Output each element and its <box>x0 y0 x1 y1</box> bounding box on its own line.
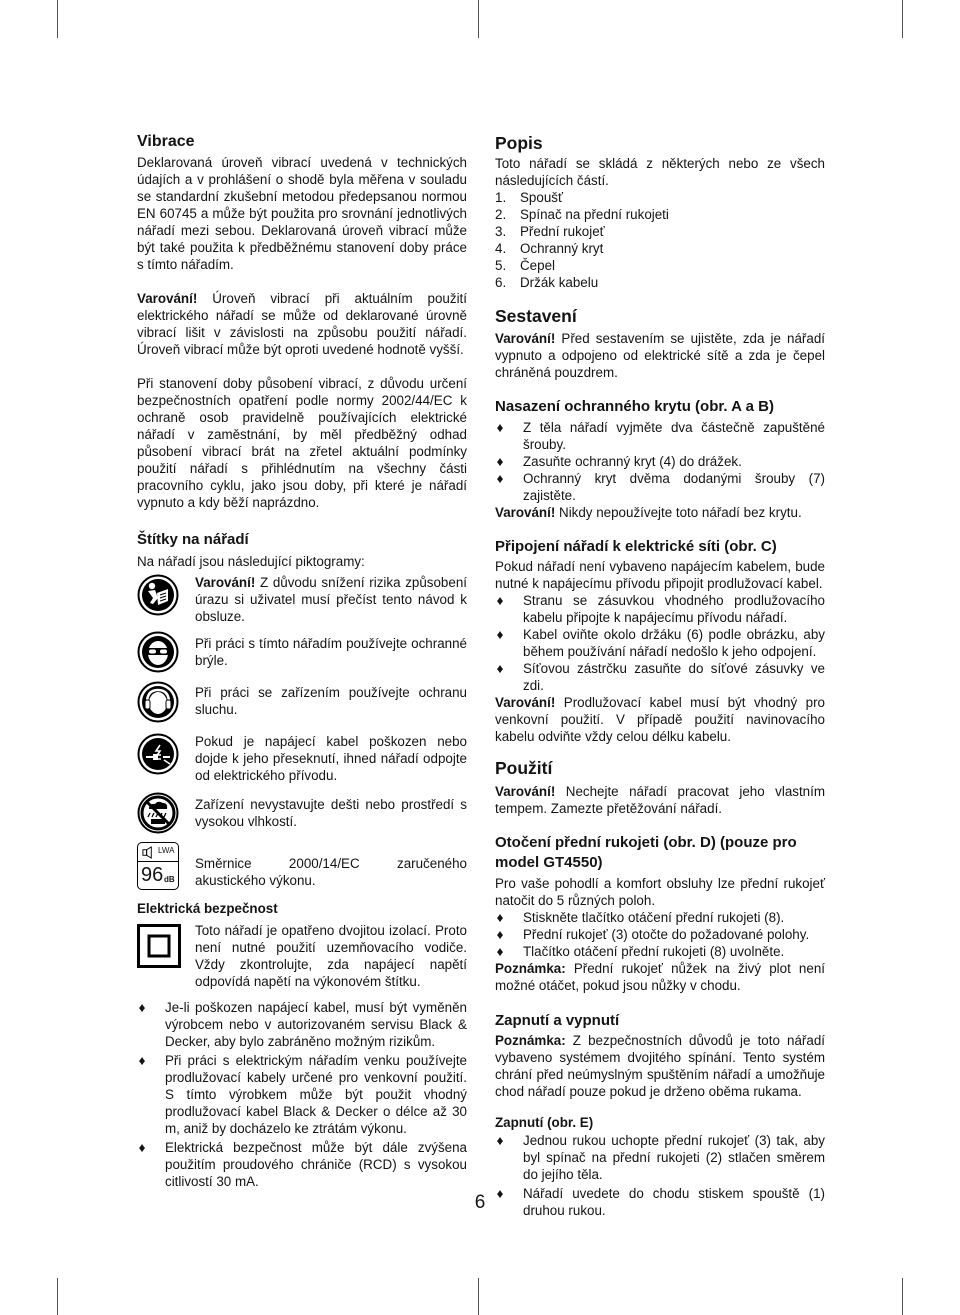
pripojeni-heading: Připojení nářadí k elektrické síti (obr. C) <box>495 538 777 555</box>
ear-protection-icon <box>137 681 179 723</box>
left-column <box>137 132 467 1190</box>
stitky-intro: Na nářadí jsou následující piktogramy: <box>137 554 365 569</box>
nasazeni-warning: Varování! Nikdy nepoužívejte toto nářadí bez krytu. <box>495 505 802 520</box>
parts-list <box>495 189 825 291</box>
double-insulation-row <box>137 922 467 990</box>
otoceni-heading: Otočení přední rukojeti (obr. D) (pouze pro model GT4550) <box>495 834 797 871</box>
list-item: ♦ Stiskněte tlačítko otáčení přední rukojeti (8). <box>496 910 785 925</box>
list-item: ♦ Nářadí uvedete do chodu stiskem spouště (1) druhou rukou. <box>496 1186 825 1218</box>
crop-mark-bottom-center <box>478 1278 479 1315</box>
pictogram-rain-row <box>137 792 467 834</box>
list-item: 6. Držák kabelu <box>495 275 599 290</box>
otoceni-note: Poznámka: Přední rukojeť nůžek na živý plot není možné otáčet, pokud jsou nůžky v chodu. <box>495 961 825 993</box>
list-item: ♦ Přední rukojeť (3) otočte do požadované polohy. <box>496 927 810 942</box>
pripojeni-warning: Varování! Prodlužovací kabel musí být vhodný pro venkovní použití. V případě použití navinovacího kabelu odviňte vždy celou délku kabelu. <box>495 695 825 744</box>
pictogram-manual-row <box>137 574 467 625</box>
pripojeni-bullets <box>495 592 825 694</box>
noise-unit: dB <box>164 875 175 884</box>
pictogram-ears-text: Při práci se zařízením používejte ochranu sluchu. <box>195 685 467 717</box>
page-number: 6 <box>474 1192 486 1213</box>
stitky-heading: Štítky na nářadí <box>137 531 249 548</box>
list-item: ♦ Tlačítko otáčení přední rukojeti (8) uvolněte. <box>496 944 785 959</box>
list-item: ♦ Ochranný kryt dvěma dodanými šrouby (7) zajistěte. <box>496 471 825 503</box>
nasazeni-heading: Nasazení ochranného krytu (obr. A a B) <box>495 398 774 415</box>
list-item: ♦ Je-li poškozen napájecí kabel, musí být vyměněn výrobcem nebo v autorizovaném servisu Black & Decker, aby bylo zabráněno možným rizikům. <box>138 1000 467 1049</box>
otoceni-bullets <box>495 909 825 960</box>
list-item: 5. Čepel <box>495 258 555 273</box>
crop-mark-top-right <box>902 0 903 38</box>
vibrace-heading: Vibrace <box>137 133 195 150</box>
vibrace-paragraph-1: Deklarovaná úroveň vibrací uvedená v technických údajích a v prohlášení o shodě byla měřena v souladu se standardní zkušební metodou předepsanou normou EN 60745 a může být použita pro srovnání jednotlivých nářadí mezi sebou. Deklarovaná úroveň vibrací může být také použita k předběžnému stanovení doby práce s tímto nářadím. <box>137 155 467 272</box>
sestaveni-text: Varování! Před sestavením se ujistěte, zda je nářadí vypnuto a odpojeno od elektrické sítě a zda je čepel chráněná pouzdrem. <box>495 331 825 380</box>
elektricka-bullets <box>137 999 467 1190</box>
zapnuti-note: Poznámka: Z bezpečnostních důvodů je toto nářadí vybaveno systémem dvojitého spínání. Tento systém chrání před neúmyslným spuštěním nářadí a umožňuje chod nářadí pouze pokud je drženo oběma rukama. <box>495 1033 825 1099</box>
otoceni-intro: Pro vaše pohodlí a komfort obsluhy lze přední rukojeť natočit do 5 různých poloh. <box>495 876 825 908</box>
pictogram-rain-text: Zařízení nevystavujte dešti nebo prostředí s vysokou vlhkostí. <box>195 797 467 829</box>
list-item: ♦ Jednou rukou uchopte přední rukojeť (3) tak, aby byl spínač na přední rukojeti (2) stlačen směrem do jejího těla. <box>496 1133 825 1182</box>
list-item: ♦ Elektrická bezpečnost může být dále zvýšena použitím proudového chrániče (RCD) s vysokou citlivostí 30 mA. <box>138 1140 467 1189</box>
list-item: ♦ Zasuňte ochranný kryt (4) do drážek. <box>496 454 742 469</box>
sestaveni-heading: Sestavení <box>495 306 577 326</box>
zapnuti-subheading: Zapnutí (obr. E) <box>495 1115 594 1130</box>
noise-level-label <box>137 842 179 890</box>
list-item: ♦ Z těla nářadí vyjměte dva částečně zapuštěné šrouby. <box>496 420 825 452</box>
pouziti-warning: Varování! Nechejte nářadí pracovat jeho vlastním tempem. Zamezte přetěžování nářadí. <box>495 784 825 816</box>
unplug-cable-icon <box>137 733 179 775</box>
pictogram-ears-row <box>137 681 467 723</box>
list-item: 4. Ochranný kryt <box>495 241 604 256</box>
pictogram-glasses-row <box>137 631 467 673</box>
safety-glasses-icon <box>137 631 179 673</box>
noise-label-lwa: LWA <box>158 846 175 855</box>
list-item: ♦ Síťovou zástrčku zasuňte do síťové zásuvky ve zdi. <box>496 661 825 693</box>
read-manual-icon <box>137 574 179 616</box>
crop-mark-bottom-left <box>57 1278 58 1315</box>
popis-intro: Toto nářadí se skládá z některých nebo ze všech následujících částí. <box>495 156 825 188</box>
pictogram-cable-text: Pokud je napájecí kabel poškozen nebo dojde k jeho přeseknutí, ihned nářadí odpojte od elektrického přívodu. <box>195 734 467 783</box>
pictogram-noise-row <box>137 842 467 890</box>
double-insulation-icon <box>137 924 181 968</box>
crop-mark-top-left <box>57 0 58 38</box>
zapnuti-heading: Zapnutí a vypnutí <box>495 1012 620 1029</box>
speaker-icon <box>142 846 155 859</box>
pictogram-glasses-text: Při práci s tímto nářadím používejte ochranné brýle. <box>195 636 467 668</box>
pripojeni-intro: Pokud nářadí není vybaveno napájecím kabelem, bude nutné k napájecímu přívodu připojit prodlužovací kabel. <box>495 559 825 591</box>
double-insulation-text: Toto nářadí je opatřeno dvojitou izolací. Proto není nutné použití uzemňovacího vodiče. Vždy zkontrolujte, zda napájecí napětí odpovídá napětí na výkonovém štítku. <box>195 923 467 989</box>
noise-value: 96 <box>141 864 164 886</box>
list-item: ♦ Kabel oviňte okolo držáku (6) podle obrázku, aby během používání nářadí nedošlo k jeho odpojení. <box>496 627 825 659</box>
elektricka-heading: Elektrická bezpečnost <box>137 901 278 916</box>
warning-label: Varování! <box>137 291 198 306</box>
nasazeni-bullets <box>495 419 825 504</box>
popis-heading: Popis <box>495 133 543 153</box>
vibrace-paragraph-2: Varování! Úroveň vibrací při aktuálním použití elektrického nářadí se může od deklarované úrovně vibrací lišit v závislosti na způsobu použití nářadí. Úroveň vibrací může být oproti uvedené hodnotě vyšší. <box>137 291 467 357</box>
pictogram-manual-text: Varování! Z důvodu snížení rizika způsobení úrazu si uživatel musí přečíst tento návod k obsluze. <box>195 575 467 624</box>
vibrace-paragraph-3: Při stanovení doby působení vibrací, z důvodu určení bezpečnostních opatření podle normy 2002/44/EC k ochraně osob pravidelně používajících elektrické nářadí v zaměstnání, by měl předběžný odhad působení vibrací brát na zřetel aktuální podmínky použití nářadí s přihlédnutím na všechny části pracovního cyklu, jako jsou doby, při které je nářadí vypnuto a kdy běží naprázdno. <box>137 376 467 510</box>
list-item: 1. Spoušť <box>495 190 563 205</box>
pouziti-heading: Použití <box>495 758 553 778</box>
list-item: ♦ Při práci s elektrickým nářadím venku používejte prodlužovací kabely určené pro venkovní použití. S tímto výrobkem může být použit vhodný prodlužovací kabel Black & Decker o délce až 30 m, aniž by docházelo ke ztrátám výkonu. <box>138 1053 467 1136</box>
list-item: ♦ Stranu se zásuvkou vhodného prodlužovacího kabelu připojte k napájecímu přívodu nářadí. <box>496 593 825 625</box>
list-item: 2. Spínač na přední rukojeti <box>495 207 669 222</box>
no-rain-icon <box>137 792 179 834</box>
right-column <box>495 132 825 1219</box>
crop-mark-bottom-right <box>902 1278 903 1315</box>
pictogram-cable-row <box>137 733 467 784</box>
list-item: 3. Přední rukojeť <box>495 224 605 239</box>
crop-mark-top-center <box>478 0 479 38</box>
pictogram-noise-text: Směrnice 2000/14/EC zaručeného akustického výkonu. <box>195 856 467 888</box>
